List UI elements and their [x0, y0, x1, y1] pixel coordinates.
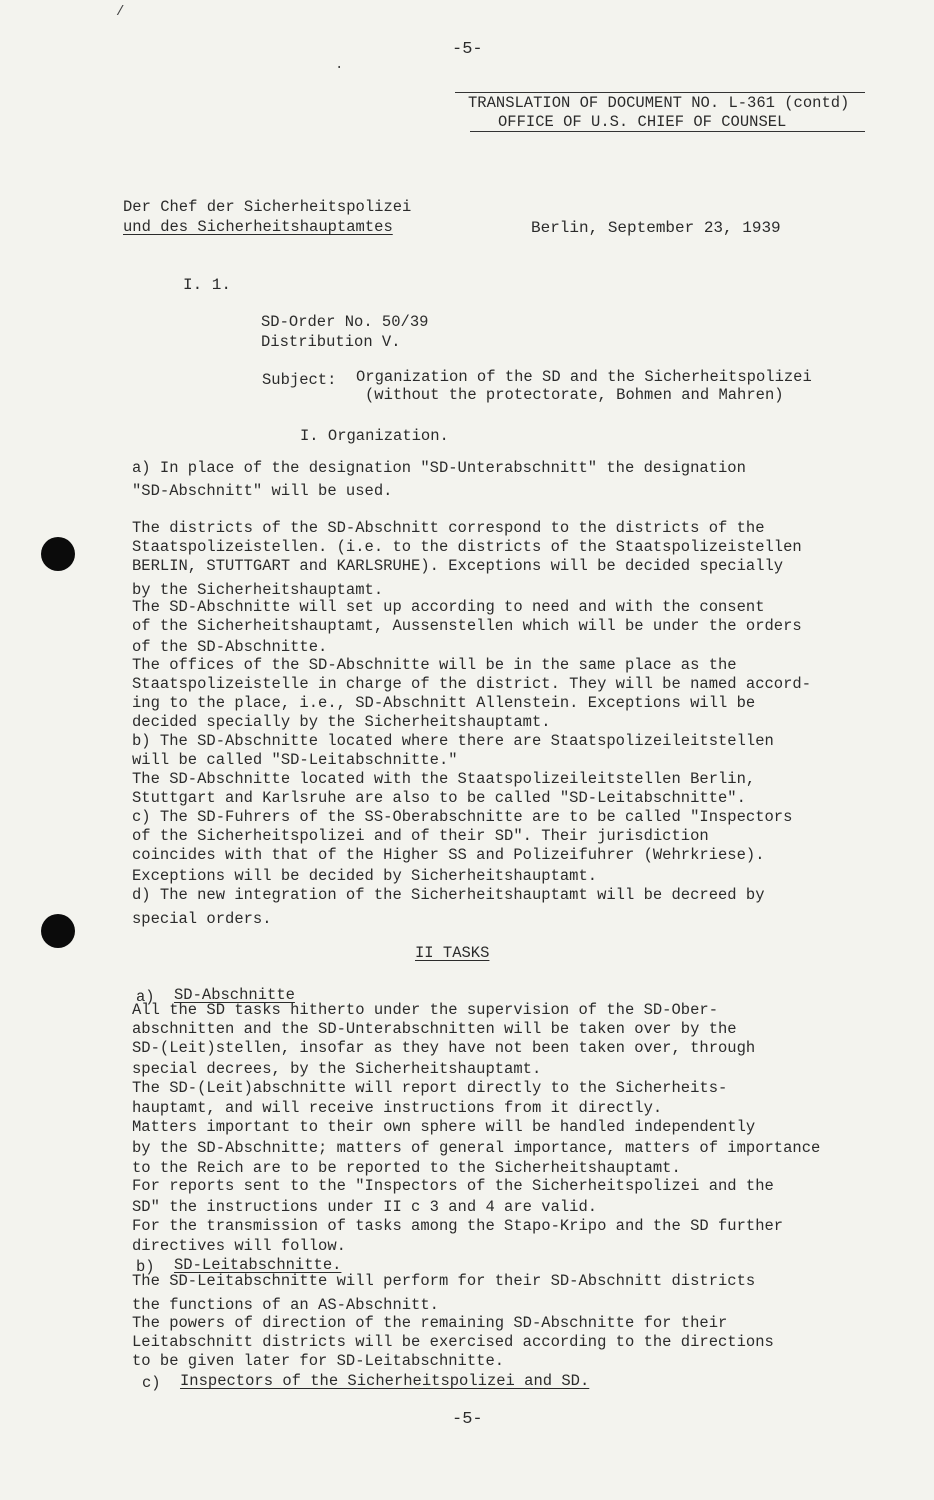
header-rule-top [455, 92, 865, 93]
section-2b-title: SD-Leitabschnitte. [174, 1256, 342, 1274]
office-line: OFFICE OF U.S. CHIEF OF COUNSEL [498, 113, 787, 131]
body-line: The offices of the SD-Abschnitte will be in the same place as the [132, 656, 737, 674]
section-1-heading: I. Organization. [300, 427, 449, 445]
stray-mark-slash: / [116, 4, 125, 20]
body-line: For the transmission of tasks among the Stapo-Kripo and the SD further [132, 1217, 784, 1235]
body-line: "SD-Abschnitt" will be used. [132, 482, 393, 500]
body-line: d) The new integration of the Sicherheitshauptamt will be decreed by [132, 886, 765, 904]
body-line: SD-(Leit)stellen, insofar as they have not been taken over, through [132, 1039, 756, 1057]
body-line: coincides with that of the Higher SS and Polizeifuhrer (Wehrkriese). [132, 846, 765, 864]
body-line: The SD-Abschnitte will set up according to need and with the consent [132, 598, 765, 616]
body-line: Matters important to their own sphere will be handled independently [132, 1118, 756, 1136]
sender-line-2: und des Sicherheitshauptamtes [123, 218, 393, 236]
body-line: Staatspolizeistelle in charge of the district. They will be named accord- [132, 675, 812, 693]
body-line: special decrees, by the Sicherheitshauptamt. [132, 1060, 542, 1078]
body-line: to be given later for SD-Leitabschnitte. [132, 1352, 505, 1370]
body-line: The powers of direction of the remaining SD-Abschnitte for their [132, 1314, 728, 1332]
body-line: of the Sicherheitspolizei and of their SD". Their jurisdiction [132, 827, 709, 845]
body-line: BERLIN, STUTTGART and KARLSRUHE). Exceptions will be decided specially [132, 557, 784, 575]
body-line: The SD-Leitabschnitte will perform for their SD-Abschnitt districts [132, 1272, 756, 1290]
subject-label: Subject: [262, 371, 337, 389]
section-2-heading: II TASKS [415, 944, 490, 962]
punch-hole-upper [41, 537, 75, 571]
body-line: by the SD-Abschnitte; matters of general importance, matters of importance [132, 1139, 821, 1157]
body-line: hauptamt, and will receive instructions from it directly. [132, 1099, 663, 1117]
order-number: SD-Order No. 50/39 [261, 313, 429, 331]
body-line: The districts of the SD-Abschnitt correspond to the districts of the [132, 519, 765, 537]
file-reference: I. 1. [183, 276, 232, 294]
body-line: abschnitten and the SD-Unterabschnitten will be taken over by the [132, 1020, 737, 1038]
body-line: Staatspolizeistellen. (i.e. to the districts of the Staatspolizeistellen [132, 538, 802, 556]
body-line: decided specially by the Sicherheitshauptamt. [132, 713, 551, 731]
body-line: Stuttgart and Karlsruhe are also to be called "SD-Leitabschnitte". [132, 789, 746, 807]
sender-line-1: Der Chef der Sicherheitspolizei [123, 198, 412, 216]
section-2a-label: a) [136, 988, 155, 1006]
section-2b-label: b) [136, 1258, 155, 1276]
body-line: c) The SD-Fuhrers of the SS-Oberabschnitte are to be called "Inspectors [132, 808, 793, 826]
order-distribution: Distribution V. [261, 333, 401, 351]
body-line: directives will follow. [132, 1237, 346, 1255]
body-line: special orders. [132, 910, 272, 928]
body-line: to the Reich are to be reported to the Sicherheitshauptamt. [132, 1159, 681, 1177]
body-line: The SD-(Leit)abschnitte will report directly to the Sicherheits- [132, 1079, 728, 1097]
header-rule-bottom [470, 131, 865, 132]
body-line: For reports sent to the "Inspectors of the Sicherheitspolizei and the [132, 1177, 774, 1195]
body-line: ing to the place, i.e., SD-Abschnitt Allenstein. Exceptions will be [132, 694, 756, 712]
body-line: will be called "SD-Leitabschnitte." [132, 751, 458, 769]
section-2c-title: Inspectors of the Sicherheitspolizei and SD. [180, 1372, 590, 1390]
section-2c-label: c) [142, 1374, 161, 1392]
subject-line-2: (without the protectorate, Bohmen and Mahren) [365, 386, 784, 404]
body-line: of the Sicherheitshauptamt, Aussenstellen which will be under the orders [132, 617, 802, 635]
body-line: by the Sicherheitshauptamt. [132, 581, 384, 599]
page-number-top: -5- [452, 40, 483, 59]
body-line: Exceptions will be decided by Sicherheitshauptamt. [132, 867, 598, 885]
body-line: SD" the instructions under II c 3 and 4 are valid. [132, 1198, 598, 1216]
section-2a-title: SD-Abschnitte [174, 986, 295, 1004]
subject-line-1: Organization of the SD and the Sicherheitspolizei [356, 368, 812, 386]
body-line: a) In place of the designation "SD-Unterabschnitt" the designation [132, 459, 746, 477]
body-line: the functions of an AS-Abschnitt. [132, 1296, 439, 1314]
body-line: The SD-Abschnitte located with the Staatspolizeileitstellen Berlin, [132, 770, 756, 788]
date-line: Berlin, September 23, 1939 [531, 219, 781, 237]
body-line: of the SD-Abschnitte. [132, 638, 328, 656]
page-number-bottom: -5- [452, 1410, 483, 1429]
translation-line: TRANSLATION OF DOCUMENT NO. L-361 (contd) [468, 94, 850, 112]
body-line: Leitabschnitt districts will be exercised according to the directions [132, 1333, 774, 1351]
body-line: b) The SD-Abschnitte located where there are Staatspolizeileitstellen [132, 732, 774, 750]
punch-hole-lower [41, 914, 75, 948]
stray-mark-dot: · [335, 60, 344, 76]
body-line: All the SD tasks hitherto under the supervision of the SD-Ober- [132, 1001, 718, 1019]
